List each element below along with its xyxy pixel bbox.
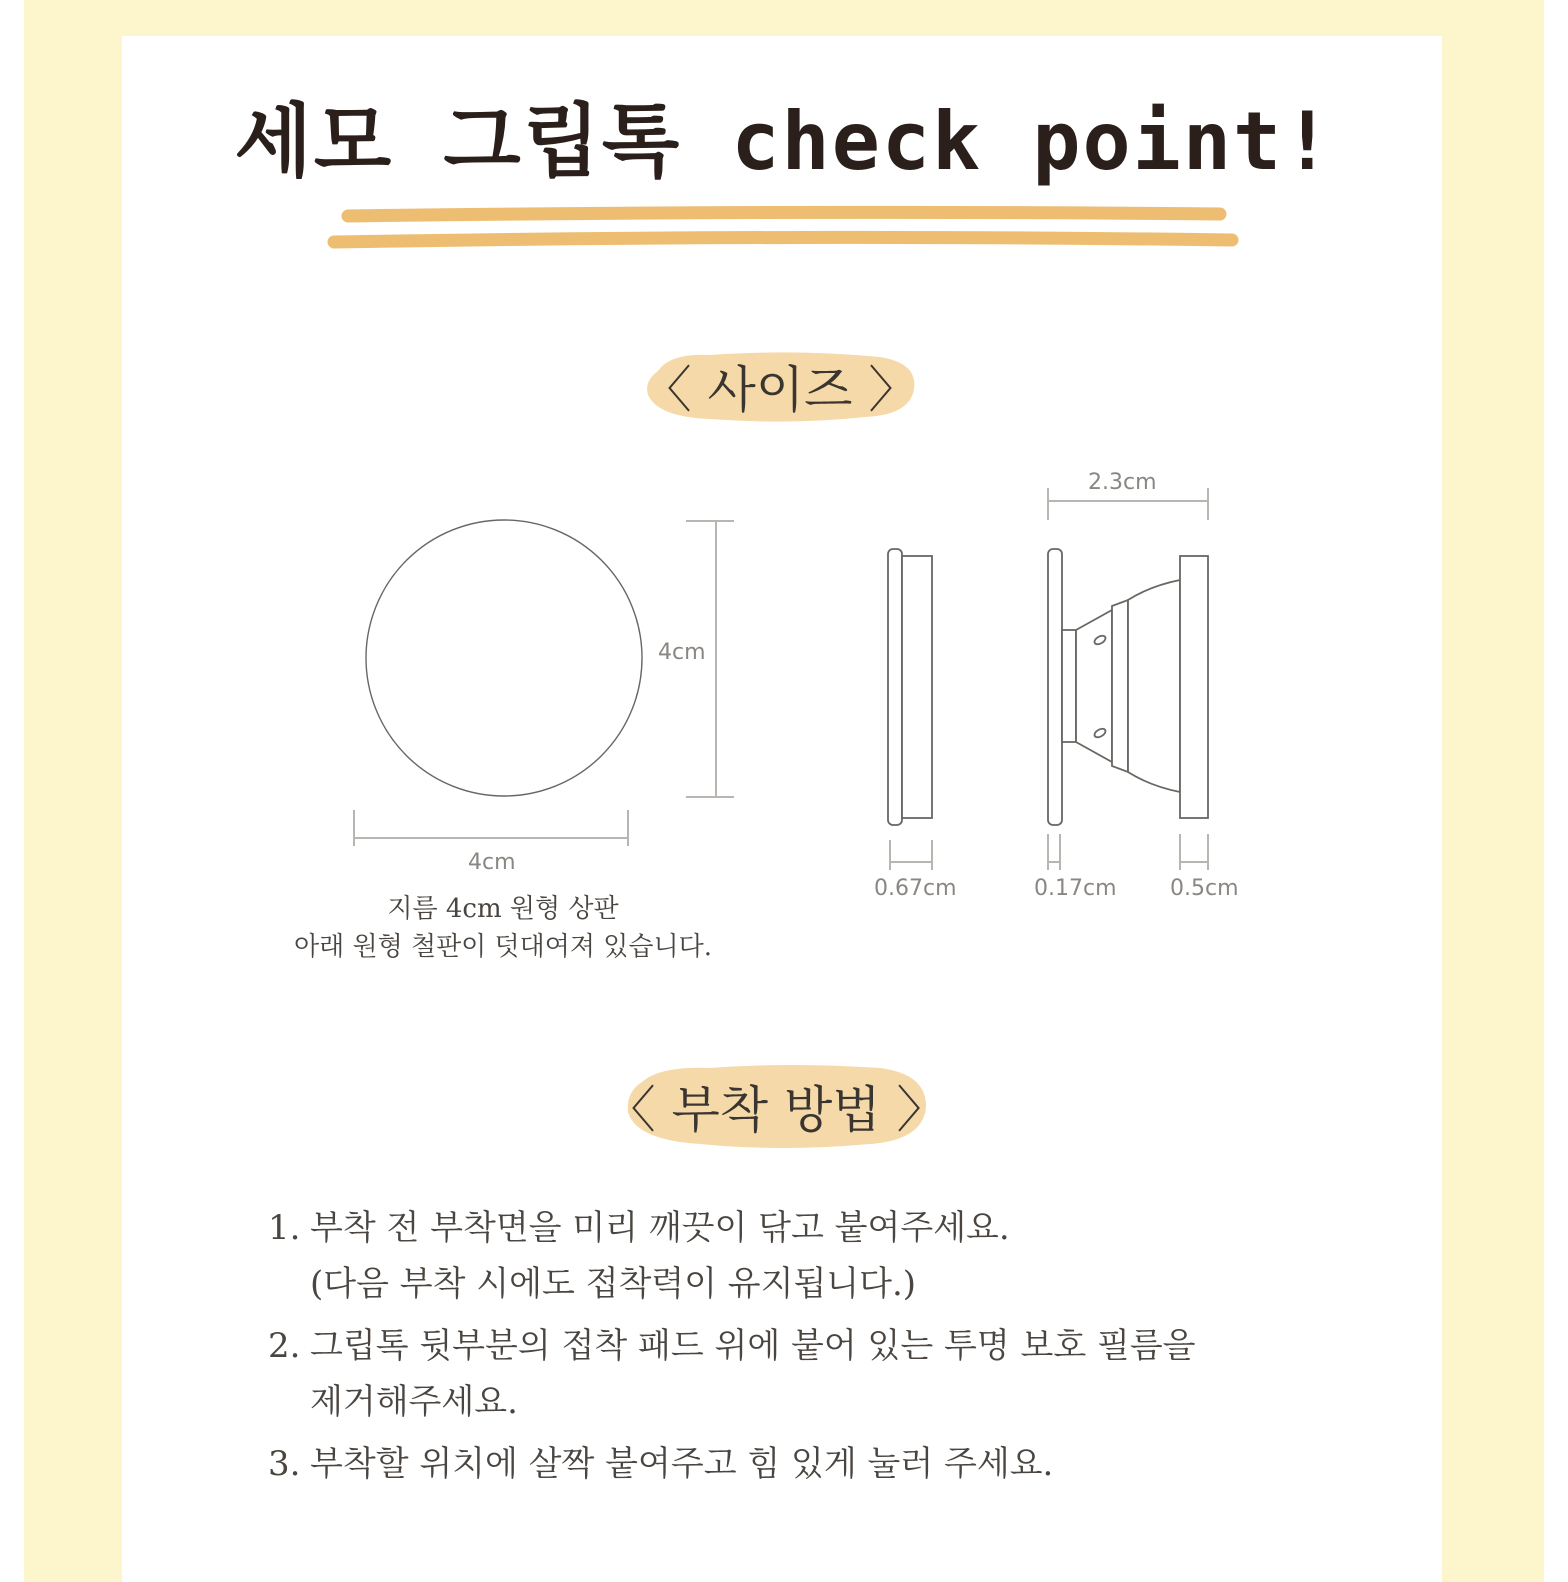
expanded-base-plate: [1048, 549, 1062, 825]
step-text: 부착할 위치에 살짝 붙여주고 힘 있게 눌러 주세요.: [310, 1444, 1054, 1484]
page-title: 세모 그립톡 check point!: [234, 95, 1334, 188]
collapsed-top-plate: [902, 556, 932, 818]
grip-neck: [1062, 630, 1076, 742]
grip-accordion-upper: [1128, 580, 1180, 792]
step-number: 3.: [268, 1444, 301, 1484]
step-number: 2.: [268, 1326, 301, 1366]
circle-plate-outline: [366, 520, 642, 796]
attach-heading-label: 〈 부착 방법 〉: [605, 1081, 947, 1139]
collapsed-side-view: [888, 549, 932, 825]
expanded-side-view: [1048, 549, 1208, 825]
list-item: [268, 1200, 1368, 1312]
circle-width-label: 4cm: [468, 850, 516, 875]
size-caption-line1: 지름 4cm 원형 상판: [387, 894, 619, 924]
collapsed-base-plate: [888, 549, 902, 825]
circle-top-view: [366, 520, 642, 796]
plate-thickness-label: 0.67cm: [874, 876, 957, 901]
size-section-heading: [640, 345, 920, 427]
size-caption-line2: 아래 원형 철판이 덧대여져 있습니다.: [293, 932, 713, 962]
grip-accordion-lower: [1076, 610, 1112, 762]
attach-section-heading: [605, 1060, 947, 1152]
total-depth-label: 2.3cm: [1088, 470, 1157, 495]
circle-height-label: 4cm: [658, 640, 706, 665]
step-number: 1.: [268, 1208, 301, 1248]
list-item: [268, 1436, 1368, 1492]
list-item: [268, 1318, 1368, 1430]
base-thickness-label: 0.17cm: [1034, 876, 1117, 901]
attach-steps-list: [268, 1200, 1368, 1492]
top-thickness-label: 0.5cm: [1170, 876, 1239, 901]
grip-accordion-mid: [1112, 600, 1128, 772]
step-text: 부착 전 부착면을 미리 깨끗이 닦고 붙여주세요. (다음 부착 시에도 접착력이 유지됩니다.): [310, 1208, 1010, 1304]
expanded-top-plate: [1180, 556, 1208, 818]
step-text: 그립톡 뒷부분의 접착 패드 위에 붙어 있는 투명 보호 필름을 제거해주세요.: [310, 1326, 1196, 1422]
size-heading-label: 〈 사이즈 〉: [641, 361, 919, 419]
